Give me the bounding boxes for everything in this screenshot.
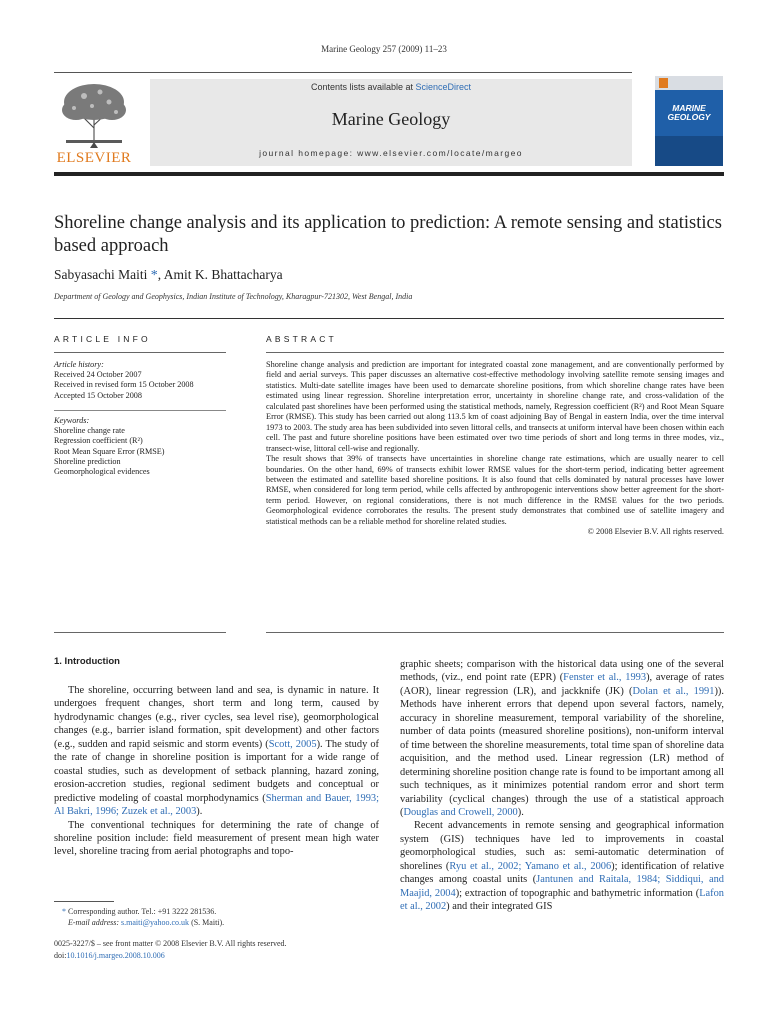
email-suffix: (S. Maiti).	[189, 918, 225, 927]
intro-paragraph-2: The conventional techniques for determining the rate of change of shoreline position include: field measurement of present mean high water level, shoreline tracing from aerial photographs and topo-	[54, 819, 379, 858]
text-run: ); identification of relative changes among coastal units (	[400, 860, 724, 886]
elsevier-wordmark: ELSEVIER	[56, 150, 132, 166]
text-run: graphic sheets; comparison with the historical data using one of the several methods, (viz., end point rate (EPR) (	[400, 659, 724, 684]
keywords	[54, 416, 226, 477]
info-mid-rule	[54, 410, 226, 411]
contents-prefix: Contents lists available at	[310, 82, 416, 92]
abstract-heading: ABSTRACT	[266, 334, 337, 344]
text-run: ). The study of the rate of change in shoreline position is important for a wide range of coastal studies, such as development of setback planning, hazard zoning, erosion-accretion studies, regional sediment budgets and conceptual or predictive modeling of coastal morphodynamics (	[54, 738, 379, 804]
issn-line: 0025-3227/$ – see front matter © 2008 Elsevier B.V. All rights reserved.	[54, 939, 287, 948]
journal-cover	[655, 76, 723, 166]
keyword-item: Shoreline change rate	[54, 426, 125, 436]
corresponding-author-marker[interactable]: *	[150, 268, 158, 283]
article-info	[54, 360, 226, 401]
text-run: ); extraction of topographic and bathymetric information (	[455, 887, 700, 899]
affiliation: Department of Geology and Geophysics, Indian Institute of Technology, Kharagpur-721302, West Bengal, India	[54, 292, 413, 301]
body-column-left	[54, 684, 379, 859]
abstract-paragraph-2: The result shows that 39% of transects have uncertainties in shoreline change rate estimations, which are usually nearer to cell boundaries. On the other hand, 69% of transects exhibit lower RMSE values for the short-term period, indicating better agreement between the estimated and satellite based shoreline positions. It is also found that cells dominated by natural processes have lower RMSE, when considered for long term period, while cells affected by anthropogenic interventions show better agreement for the short-term period. However, on regional considerations, there is not much difference in the RMSE values for the two periods. Geomorphological evidence corroborates the results. The present study demonstrates that combined use of satellite imagery and statistical methods can be a reliable method for shoreline related studies.	[266, 454, 724, 526]
journal-banner	[150, 79, 632, 166]
doi-link[interactable]: 10.1016/j.margeo.2008.10.006	[66, 950, 165, 960]
abstract-heading-rule	[266, 352, 724, 353]
citation-link[interactable]: Lafon et al., 2002	[400, 887, 724, 913]
journal-name: Marine Geology	[331, 109, 451, 129]
contents-line	[150, 82, 632, 92]
citation-link[interactable]: Ryu et al., 2002; Yamano et al., 2006	[449, 860, 612, 872]
keyword-item: Root Mean Square Error (RMSE)	[54, 446, 165, 456]
doi-line	[54, 950, 287, 962]
text-run: ).	[196, 806, 203, 818]
citation-link[interactable]: Jantunen and Raitala, 1984; Siddiqui, and Maajid, 2004	[400, 874, 724, 899]
introduction-heading: 1. Introduction	[54, 656, 120, 667]
cover-wave	[655, 136, 723, 166]
info-top-rule	[54, 318, 724, 319]
author-1: Sabyasachi Maiti	[54, 267, 148, 282]
keyword-item: Regression coefficient (R²)	[54, 436, 143, 446]
corresponding-author-note	[54, 906, 379, 917]
top-rule	[54, 72, 632, 73]
intro-paragraph-1	[54, 684, 379, 819]
cover-title-line1: MARINE	[672, 103, 706, 113]
email-label: E-mail address:	[68, 918, 120, 927]
email-link[interactable]: s.maiti@yahoo.co.uk	[121, 918, 190, 927]
history-received: Received 24 October 2007	[54, 370, 142, 380]
intro-paragraph-3	[400, 819, 724, 913]
journal-homepage[interactable]: journal homepage: www.elsevier.com/locate/margeo	[259, 148, 523, 158]
corresponding-text: Corresponding author. Tel.: +91 3222 281536.	[66, 907, 217, 916]
front-matter	[54, 938, 287, 961]
citation-link[interactable]: Dolan et al., 1991	[632, 685, 715, 697]
abstract-paragraph-1: Shoreline change analysis and prediction are important for integrated coastal zone management, and are conventionally performed by field and aerial surveys. This paper discusses an alternative cost-effective methodology involving satellite remote sensing images and statistics. Multi-date satellite images have been used to demarcate shoreline positions, from which shoreline change rates have been estimated using linear regression. Shoreline interpretation error, uncertainty in shoreline change rate, and cross-validation of the calculated past shorelines have been performed using the statistical methods, namely, Regression coefficient (R²) and Root Mean Square Error (RMSE). This study has been carried out along 113.5 km of coast adjoining Bay of Bengal in eastern India, over the time interval 1973 to 2003. The study area has been subdivided into seven littoral cells, and transects at uniform interval have been chosen within each cell. The past and future shoreline positions have been estimated over two time periods of short and long terms in three modes, viz., transect-wise, littoral cell-wise and regionally.	[266, 360, 724, 453]
citation-link[interactable]: Fenster et al., 1993	[563, 672, 647, 684]
header-thick-rule	[54, 172, 724, 176]
running-head: Marine Geology 257 (2009) 11–23	[321, 44, 447, 54]
doi-prefix: doi:	[54, 950, 67, 960]
cover-title	[655, 104, 723, 122]
abstract-body	[266, 360, 724, 538]
intro-paragraph-2-cont	[400, 658, 724, 819]
history-revised: Received in revised form 15 October 2008	[54, 380, 194, 390]
keyword-item: Geomorphological evidences	[54, 467, 150, 477]
copyright-line: © 2008 Elsevier B.V. All rights reserved.	[587, 527, 724, 537]
cover-mini-logo	[659, 78, 668, 88]
author-list	[54, 267, 283, 284]
text-run: Recent advancements in remote sensing and geographical information system (GIS) techniques have led to improvements in coastal geomorphological studies, such as: semi-automatic determination of shorelines (	[400, 820, 724, 872]
body-column-right	[400, 658, 724, 914]
citation-link[interactable]: Scott, 2005	[268, 738, 317, 750]
footnote-rule	[54, 901, 114, 902]
elsevier-tree-icon	[54, 80, 134, 150]
history-label: Article history:	[54, 360, 104, 369]
info-bottom-rule	[54, 632, 226, 633]
keyword-item: Shoreline prediction	[54, 456, 121, 466]
keywords-label: Keywords:	[54, 416, 90, 425]
footnote	[54, 906, 379, 928]
article-title: Shoreline change analysis and its application to prediction: A remote sensing and statistics based approach	[54, 213, 722, 256]
footnote-marker: *	[62, 907, 66, 916]
email-note	[54, 917, 379, 928]
abstract-bottom-rule	[266, 632, 724, 633]
citation-link[interactable]: Sherman and Bauer, 1993; Al Bakri, 1996; Zuzek et al., 2003	[54, 792, 380, 818]
text-run: The shoreline, occurring between land and sea, is dynamic in nature. It undergoes frequent changes, short term and long term, caused by hydrodynamic changes (e.g., river cycles, sea level rise), geomorphological changes (e.g., barrier island formation, spit development) and other factors (e.g., sudden and rapid seismic and storm events) (	[54, 685, 379, 750]
cover-title-line2: GEOLOGY	[667, 112, 711, 122]
article-info-heading: ARTICLE INFO	[54, 334, 151, 344]
text-run: )). Methods have inherent errors that depend upon several factors, namely, accuracy in shoreline measurement, temporal variability of the shoreline, number of data points (measured shoreline positions), non-uniform interval of time between the shoreline measurements, total time span of shoreline data acquisition, and the method used. Linear regression (LR) method of determining shoreline position change rate is found to be important among all such techniques, as it minimizes potential random error and short term variability (cyclical changes) through the use of a statistical approach (	[400, 685, 724, 818]
citation-link[interactable]: Douglas and Crowell, 2000	[403, 806, 518, 818]
text-run: ).	[517, 806, 524, 818]
elsevier-tree-logo	[54, 80, 134, 150]
info-heading-rule	[54, 352, 226, 353]
text-run: ), average of rates (AOR), linear regression (LR), and jackknife (JK) (	[400, 672, 725, 697]
author-2: , Amit K. Bhattacharya	[157, 267, 283, 282]
text-run: ) and their integrated GIS	[446, 901, 553, 913]
history-accepted: Accepted 15 October 2008	[54, 390, 142, 400]
sciencedirect-link[interactable]: ScienceDirect	[415, 82, 472, 92]
